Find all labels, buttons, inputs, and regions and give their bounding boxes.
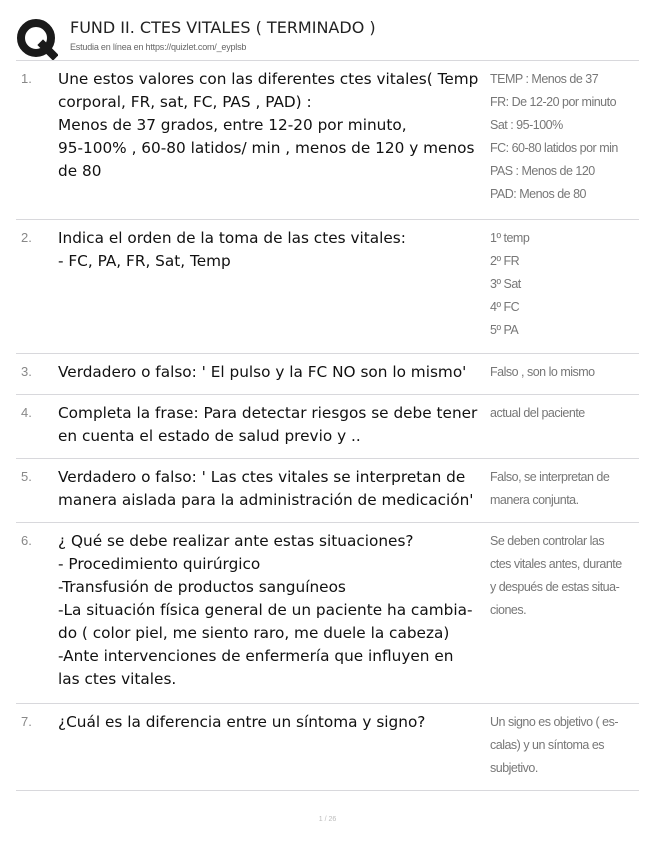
flashcard-list	[16, 60, 639, 791]
card-answer: Falso, se interpretan de manera conjunta.	[490, 470, 610, 507]
card-number: 6.	[21, 533, 32, 548]
card-number: 2.	[21, 230, 32, 245]
card-answer: Un signo es objetivo ( es- calas) y un síntoma es subjetivo.	[490, 715, 619, 775]
card-question: Indica el orden de la toma de las ctes vitales: - FC, PA, FR, Sat, Temp	[58, 229, 406, 270]
card-answer: TEMP : Menos de 37 FR: De 12-20 por minuto Sat : 95-100% FC: 60-80 latidos por min PAS : Menos de 120 PAD: Menos de 80	[490, 72, 618, 201]
card-number: 3.	[21, 364, 32, 379]
page-title: FUND II. CTES VITALES ( TERMINADO )	[70, 18, 376, 37]
quizlet-logo-icon	[16, 18, 58, 60]
flashcard-row	[16, 458, 639, 522]
flashcard-row	[16, 522, 639, 703]
flashcard-row	[16, 394, 639, 458]
flashcard-row	[16, 353, 639, 394]
card-number: 1.	[21, 71, 32, 86]
card-question: Une estos valores con las diferentes ctes vitales( Temp corporal, FR, sat, FC, PAS , PAD) : Menos de 37 grados, entre 12-20 por minuto, 95-100% , 60-80 latidos/ min , menos de 120 y menos de 80	[58, 70, 479, 180]
card-answer: 1º temp 2º FR 3º Sat 4º FC 5º PA	[490, 231, 530, 337]
card-answer: Falso , son lo mismo	[490, 365, 595, 379]
card-question: ¿Cuál es la diferencia entre un síntoma y signo?	[58, 713, 426, 731]
card-answer: actual del paciente	[490, 406, 585, 420]
page-number: 1 / 26	[318, 816, 337, 823]
card-question: ¿ Qué se debe realizar ante estas situaciones? - Procedimiento quirúrgico -Transfusión de productos sanguíneos -La situación física general de un paciente ha cambia- do ( color piel, me siento raro, me duele la cabeza) -Ante intervenciones de enfermería que influyen en las ctes vitales.	[58, 532, 473, 688]
card-number: 4.	[21, 405, 32, 420]
study-link[interactable]: Estudia en línea en https://quizlet.com/_eyplsb	[70, 42, 247, 52]
card-question: Verdadero o falso: ' Las ctes vitales se interpretan de manera aislada para la administración de medicación'	[58, 468, 474, 509]
card-question: Completa la frase: Para detectar riesgos se debe tener en cuenta el estado de salud previo y ..	[58, 404, 478, 445]
flashcard-row	[16, 60, 639, 219]
card-number: 7.	[21, 714, 32, 729]
card-question: Verdadero o falso: ' El pulso y la FC NO son lo mismo'	[58, 363, 467, 381]
flashcard-row	[16, 703, 639, 791]
page-header	[16, 14, 636, 60]
card-answer: Se deben controlar las ctes vitales antes, durante y después de estas situa- ciones.	[490, 534, 622, 617]
flashcard-row	[16, 219, 639, 353]
card-number: 5.	[21, 469, 32, 484]
